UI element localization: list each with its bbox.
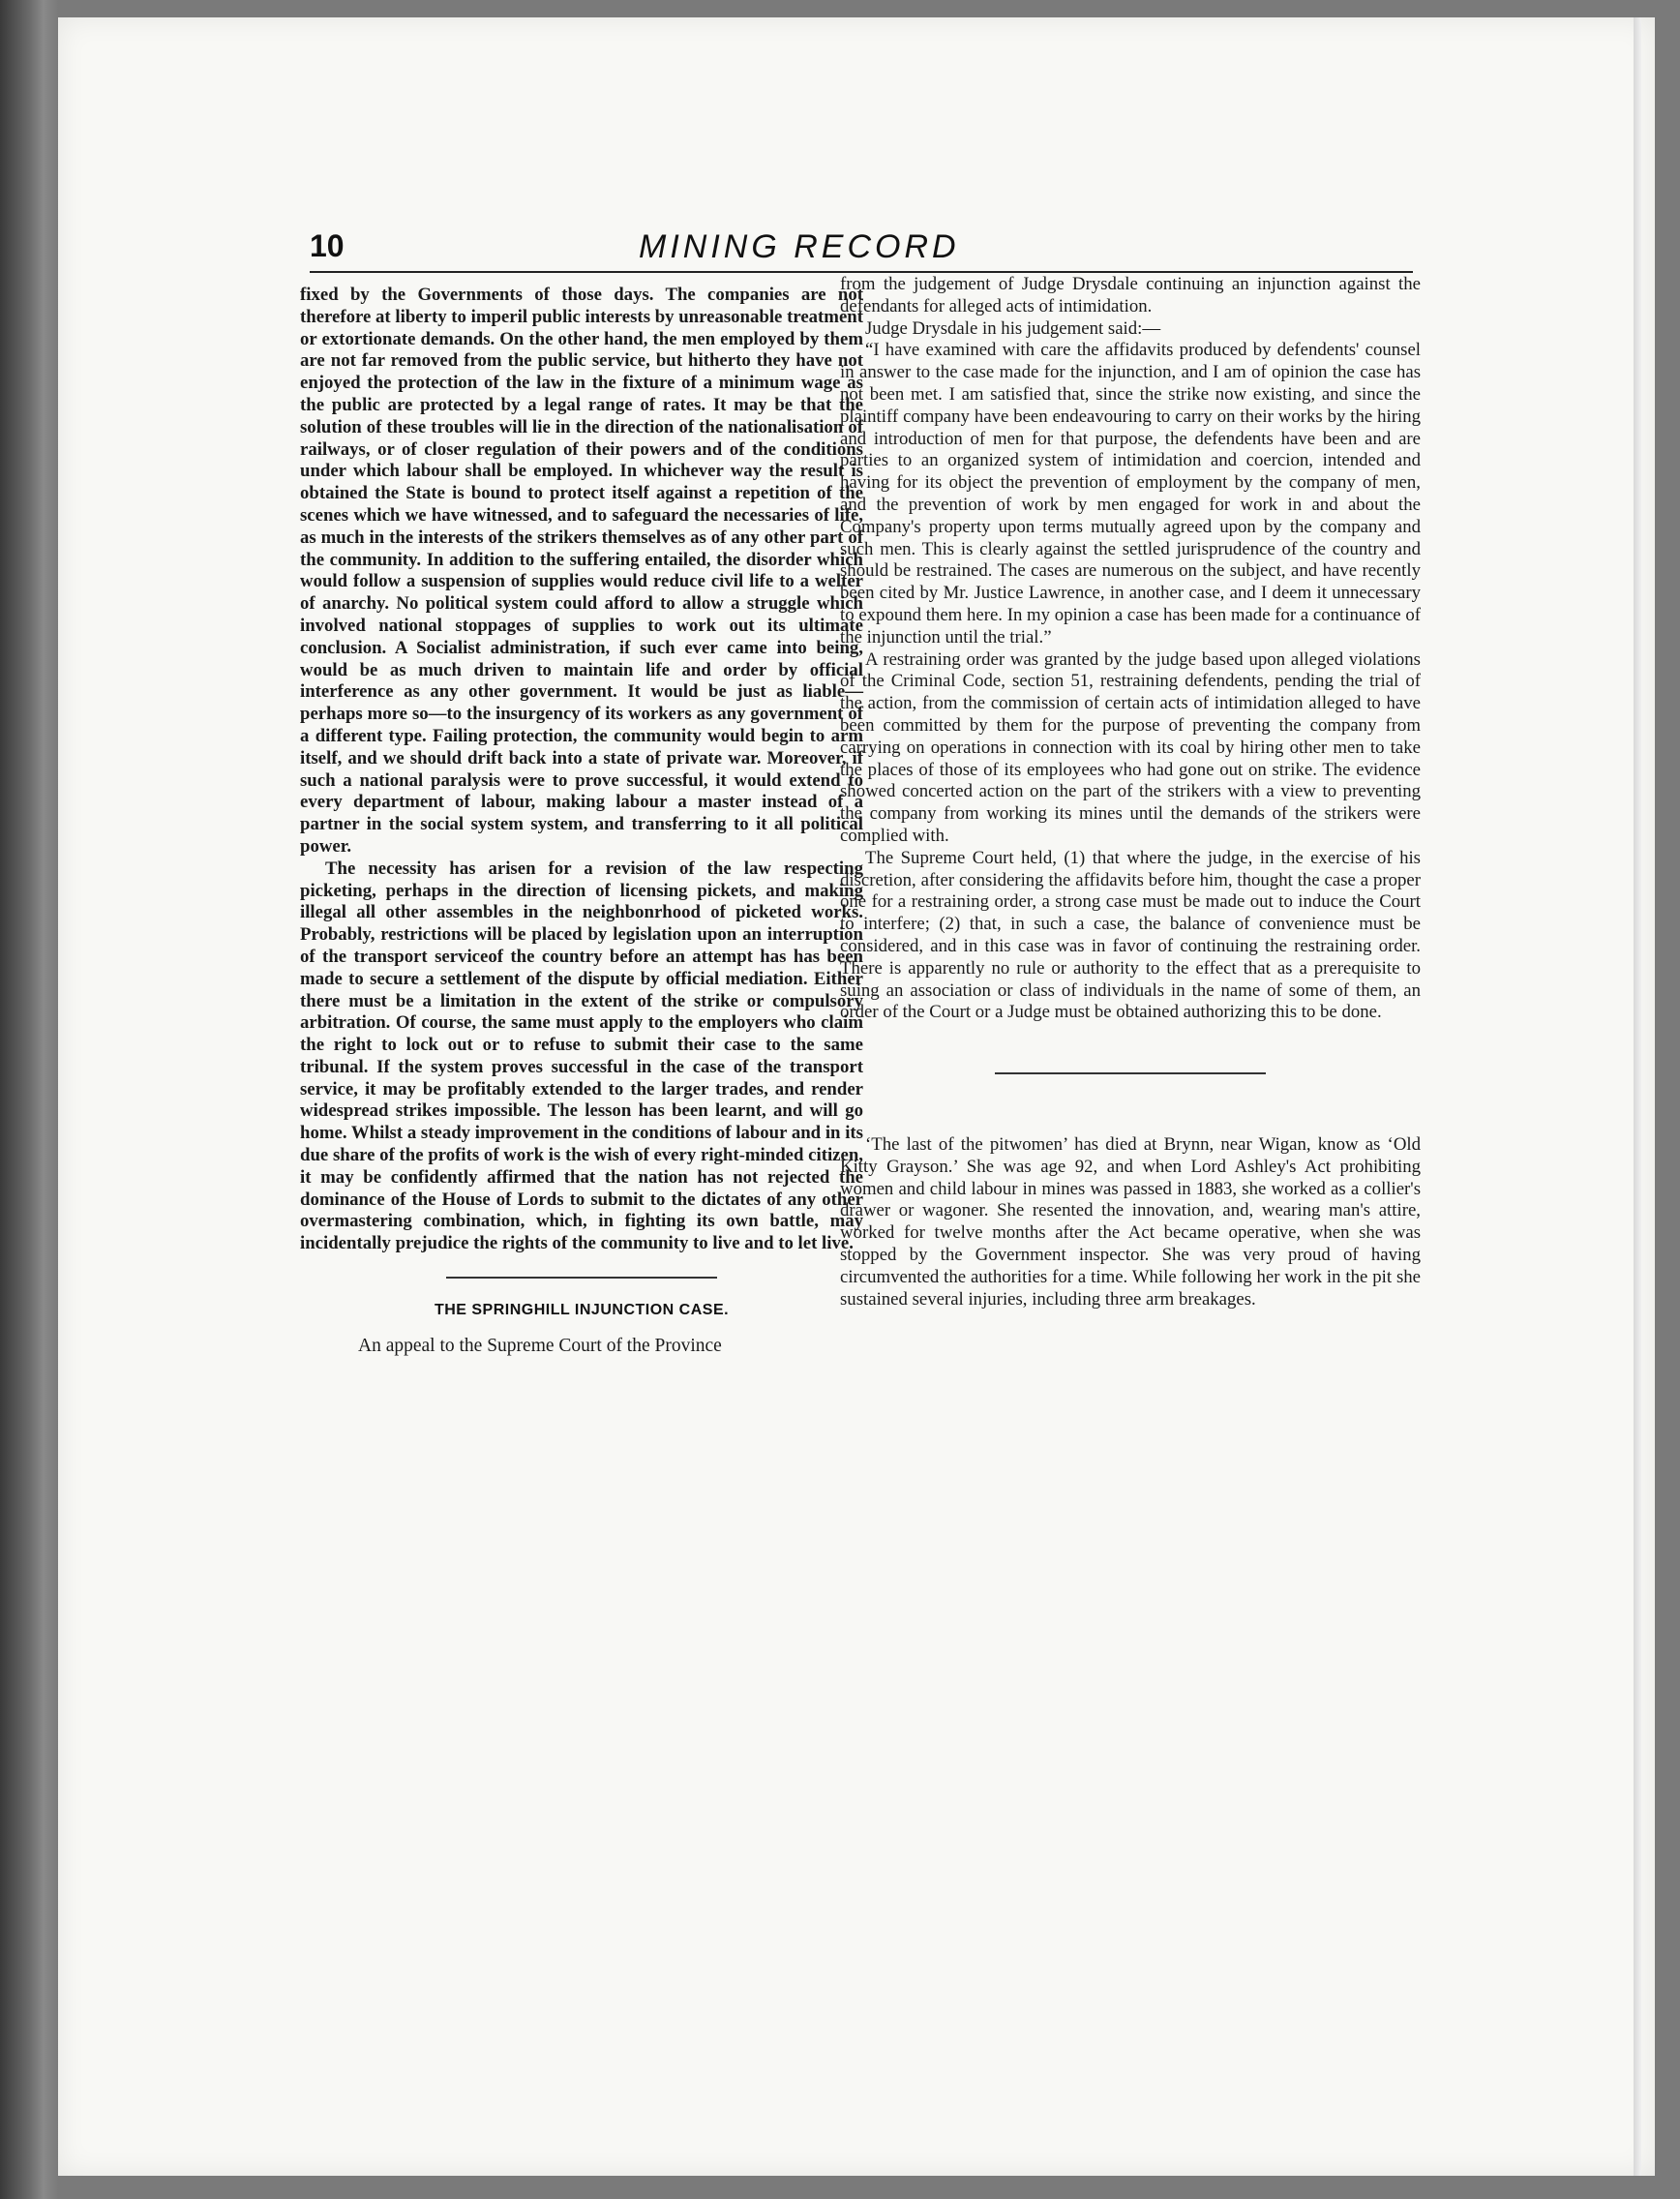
- right-column: [840, 274, 1421, 1310]
- article-paragraph: Judge Drysdale in his judgement said:—: [865, 317, 1161, 339]
- section-divider: [446, 1277, 717, 1279]
- article-paragraph: from the judgement of Judge Drysdale continuing an injunction against the defendants for alleged acts of intimidation.: [840, 274, 1421, 316]
- news-item-paragraph: ‘The last of the pitwomen’ has died at Brynn, near Wigan, know as ‘Old Kitty Grayson.’ She was age 92, and when Lord Ashley's Act prohibiting women and child labour in mines was passed in 1883, she worked as a collier's drawer or wagoner. She resented the innovation, and, wearing man's attire, worked for twelve months after the Act became operative, when she was stopped by the Government inspector. She was very proud of having circumvented the authorities for a time. While following her work in the pit she sustained several injuries, including three arm breakages.: [840, 1134, 1421, 1310]
- article-paragraph: “I have examined with care the affidavits produced by defendents' counsel in answer to the case made for the injunction, and I am of opinion the case has not been met. I am satisfied that, since the strike now existing, and since the plaintiff company have been endeavouring to carry on their works by the hiring and introduction of men for that purpose, the defendents have been and are parties to an organized system of intimidation and coercion, intended and having for its object the prevention of employment by the company of men, and the prevention of work by men engaged for work in and about the Company's property upon terms mutually agreed upon by the company and such men. This is clearly against the settled jurisprudence of the country and should be restrained. The cases are numerous on the subject, and have recently been cited by Mr. Justice Lawrence, in another case, and I deem it unnecessary to expound them here. In my opinion a case has been made for a continuance of the injunction until the trial.”: [840, 340, 1421, 648]
- article-paragraph: An appeal to the Supreme Court of the Province: [358, 1335, 722, 1356]
- article-paragraph: A restraining order was granted by the judge based upon alleged violations of the Criminal Code, section 51, restraining defendents, pending the trial of the action, from the commission of certain acts of intimidation alleged to have been committed by them for the purpose of preventing the company from carrying on operations in connection with its coal by hiring other men to take the places of those of its employees who had gone out on strike. The evidence showed concerted action on the part of the strikers with a view to preventing the company from working its mines until the demands of the strikers were complied with.: [840, 648, 1421, 846]
- page-header: [310, 228, 1413, 279]
- page-number: 10: [310, 228, 345, 263]
- header-rule: [310, 271, 1413, 273]
- item-divider: [995, 1072, 1266, 1074]
- article-paragraph: fixed by the Governments of those days. The companies are not therefore at liberty to imperil public interests by unreasonable treatment or extortionate demands. On the other hand, the men employed by them are not far removed from the public service, but hitherto they have not enjoyed the protection of the law in the fixture of a minimum wage as the public are protected by a legal range of rates. It may be that the solution of these troubles will lie in the direction of the nationalisation of railways, or of closer regulation of their powers and of the conditions under which labour shall be employed. In whichever way the result is obtained the State is bound to protect itself against a repetition of the scenes which we have witnessed, and to safeguard the necessaries of life, as much in the interests of the strikers themselves as of any other part of the community. In addition to the suffering entailed, the disorder which would follow a suspension of supplies would reduce civil life to a welter of anarchy. No political system could afford to allow a struggle which involved national stoppages of supplies to work out its ultimate conclusion. A Socialist administration, if such ever came into being, would be as much driven to maintain life and order by official interference as any other government. It would be just as liable—perhaps more so—to the insurgency of its workers as any government of a different type. Failing protection, the community would begin to arm itself, and we should drift back into a state of private war. Moreover, if such a national paralysis were to prove successful, it would extend to every department of labour, making labour a master instead of a partner in the social system system, and transferring to it all political power.: [300, 285, 863, 857]
- section-heading: THE SPRINGHILL INJUNCTION CASE.: [434, 1302, 730, 1319]
- publication-title: MINING RECORD: [639, 228, 960, 265]
- article-paragraph: The necessity has arisen for a revision of the law respecting picketing, perhaps in the direction of licensing pickets, and making illegal all other assembles in the neighbonrhood of picketed works. Probably, restrictions will be placed by legislation upon an interruption of the transport serviceof the country before an attempt has has been made to secure a settlement of the dispute by official mediation. Either there must be a limitation in the extent of the strike or compulsory arbitration. Of course, the same must apply to the employers who claim the right to lock out or to refuse to submit their case to the same tribunal. If the system proves successful in the case of the transport service, it may be profitably extended to the larger trades, and render widespread strikes impossible. The lesson has been learnt, and will go home. Whilst a steady improvement in the conditions of labour and in its due share of the profits of work is the wish of every right-minded citizen, it may be confidently affirmed that the nation has not rejected the dominance of the House of Lords to submit to the dictates of any other overmastering combination, which, in fighting its own battle, may incidentally prejudice the rights of the community to live and to let live.: [300, 858, 863, 1254]
- page-edge: [1634, 17, 1641, 2176]
- article-paragraph: The Supreme Court held, (1) that where the judge, in the exercise of his discretion, after considering the affidavits before him, thought the case a proper one for a restraining order, a strong case must be made out to induce the Court to interfere; (2) that, in such a case, the balance of convenience must be considered, and in this case was in favor of continuing the restraining order. There is apparently no rule or authority to the effect that as a prerequisite to suing an association or class of individuals in the name of some of them, an order of the Court or a Judge must be obtained authorizing this to be done.: [840, 847, 1421, 1023]
- left-column: [300, 285, 863, 1358]
